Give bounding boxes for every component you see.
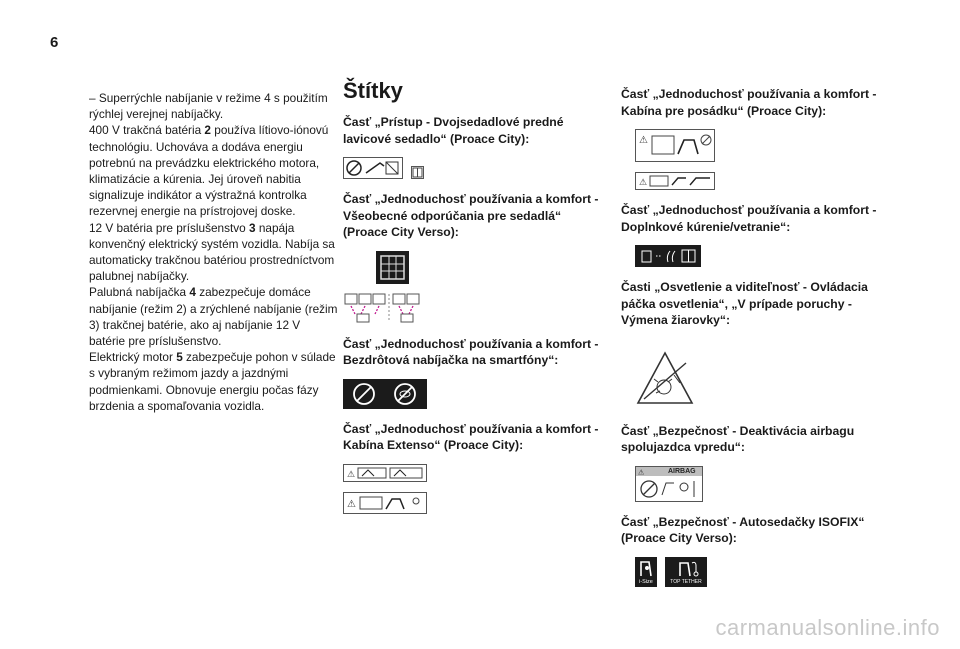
label-group-wireless-charger [343,379,608,409]
label-group-airbag [621,466,896,502]
seat-folding-diagram-icon [343,292,429,324]
label-group-bench-seat [343,157,608,179]
paragraph-onboard-charger: Palubná nabíjačka 4 zabezpečuje domáce nabíjanie (režim 2) a zrýchlené nabíjanie (režim 3) trakčnej batérie, ako aj nabíjanie 12 V batérie pre príslušenstvo. [89,285,338,349]
svg-text:⚠: ⚠ [639,135,648,146]
top-tether-label-text: TOP TETHER [670,578,702,585]
extenso-seat-label-2-icon [343,492,427,514]
label-group-crew-cabin [621,129,896,190]
label-group-extenso-cabin [343,464,608,514]
crew-cabin-bench-label-icon [635,172,715,190]
section-heading-auxiliary-heating: Časť „Jednoduchosť používania a komfort - Doplnkové kúrenie/vetranie“: [621,203,877,234]
section-heading-isofix: Časť „Bezpečnosť - Autosedačky ISOFIX“ (Proace City Verso): [621,514,865,545]
airbag-warning-label-icon [635,466,703,502]
section-title: Štítky [343,78,403,103]
section-heading-bench-seat: Časť „Prístup - Dvojsedadlové predné lavicové sedadlo“ (Proace City): [343,115,564,146]
crew-cabin-seat-label-icon [635,129,715,162]
section-heading-extenso-cabin: Časť „Jednoduchosť používania a komfort - Kabína Extenso“ (Proace City): [343,421,599,452]
no-metal-objects-label-icon [343,379,427,409]
labels-column-middle [343,78,608,526]
body-text-column [89,90,339,414]
section-heading-lighting: Časti „Osvetlenie a viditeľnosť - Ovládacia páčka osvetlenia“, „V prípade poruchy - Výmena žiarovky“: [621,280,868,327]
airbag-seat-warning-label-icon [343,157,403,179]
book-icon [411,166,424,179]
label-group-seat-recommendations [343,251,608,324]
isize-label-text: i-Size [639,578,653,585]
svg-text:⚠: ⚠ [639,178,648,188]
section-heading-seat-recommendations: Časť „Jednoduchosť používania a komfort - Všeobecné odporúčania pre sedadlá“ (Proace City Verso): [343,192,599,239]
label-group-isofix [621,557,896,587]
top-tether-label-icon [665,557,707,587]
paragraph-traction-battery: 400 V trakčná batéria 2 používa lítiovo-iónovú technológiu. Uchováva a dodáva energiu potrebnú na prevádzku elektrického motora, klimatizácie a kúrenia. Jej úroveň nabitia signalizuje indikátor a výstražná kontrolka rezervnej energie na prístrojovej doske. [89,123,329,219]
labels-column-right [621,86,896,599]
seat-grid-label-icon [376,251,409,284]
section-heading-crew-cabin: Časť „Jednoduchosť používania a komfort - Kabína pre posádku“ (Proace City): [621,87,877,118]
label-group-lighting [621,339,896,411]
svg-text:⚠: ⚠ [347,498,356,510]
svg-text:⚠: ⚠ [347,469,356,480]
watermark: carmanualsonline.info [715,615,940,640]
no-bulb-touch-warning-icon [634,349,696,411]
extenso-seat-label-1-icon [343,464,427,482]
label-group-auxiliary-heating [621,245,896,267]
isize-label-icon [635,557,657,587]
fuel-heater-label-icon [635,245,701,267]
page-number: 6 [50,34,59,51]
section-heading-airbag: Časť „Bezpečnosť - Deaktivácia airbagu spolujazdca vpredu“: [621,423,855,454]
paragraph-12v-battery: 12 V batéria pre príslušenstvo 3 napája konvenčný elektrický systém vozidla. Nabíja sa automaticky trakčnou batériou prostredníctvom palubnej nabíjačky. [89,220,335,284]
svg-text:⚠: ⚠ [638,468,645,476]
paragraph-electric-motor: Elektrický motor 5 zabezpečuje pohon v súlade s vybraným režimom jazdy a jazdnými podmienkami. Obnovuje energiu počas fázy brzdenia a spomaľovania vozidla. [89,350,336,413]
paragraph-fast-charging: – Superrýchle nabíjanie v režime 4 s použitím rýchlej verejnej nabíjačky. [89,91,328,122]
section-heading-wireless-charger: Časť „Jednoduchosť používania a komfort - Bezdrôtová nabíjačka na smartfóny“: [343,336,599,367]
airbag-label-text: AIRBAG [668,467,696,475]
